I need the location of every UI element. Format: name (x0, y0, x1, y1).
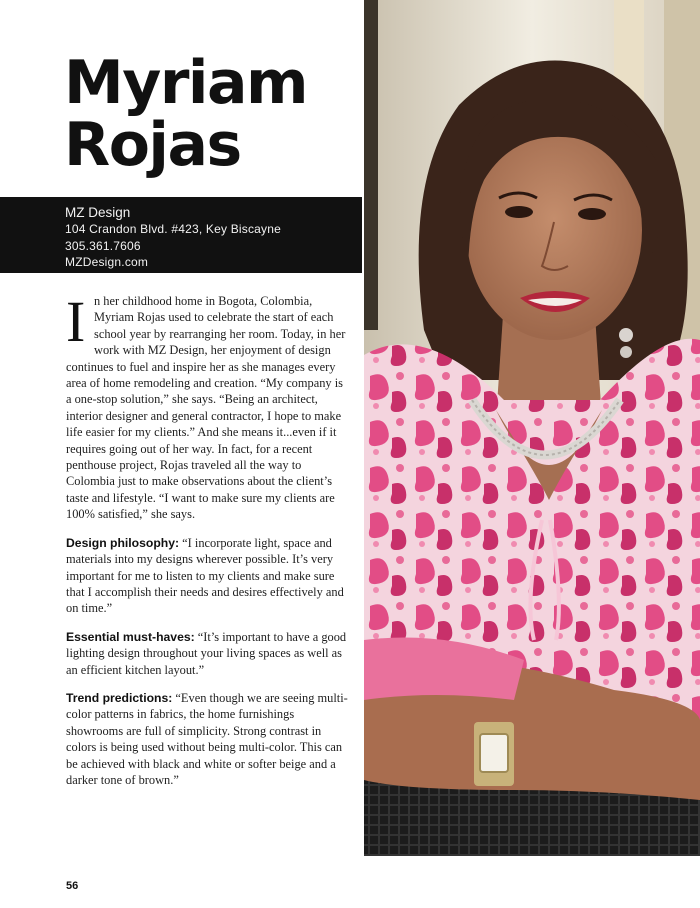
design-philosophy-label: Design philosophy: (66, 535, 180, 550)
intro-paragraph (66, 289, 348, 523)
website: MZDesign.com (65, 255, 149, 269)
title-last-name: Rojas (64, 110, 241, 180)
drop-cap: I (66, 289, 86, 354)
article-body (66, 289, 348, 788)
trend-predictions-section (66, 690, 348, 788)
page-number: 56 (66, 880, 79, 892)
address: 104 Crandon Blvd. #423, Key Biscayne (65, 222, 281, 236)
intro-text: n her childhood home in Bogota, Colombia, Myriam Rojas used to celebrate the start of each school year by rearranging her room. Today, in her work with MZ Design, her enjoyment of design continues to fuel and inspire her as she manages every area of home remodeling and creation. “My company is a one-stop solution,” she says. “Being an architect, interior designer and general contractor, I hope to make life easier for my clients.” And she means it...even if it requires going out of her way. In fact, for a recent penthouse project, Rojas traveled all the way to Colombia just to make observations about the client’s taste and lifestyle. “I want to make sure my clients are 100% satisfied,” she says. (66, 294, 346, 522)
contact-band (0, 197, 362, 273)
portrait-illustration (364, 0, 700, 856)
essential-must-haves-text: “It’s important to have a good lighting design throughout your living spaces as well as an efficient kitchen layout.” (66, 629, 347, 677)
essential-must-haves-label: Essential must-haves: (66, 629, 195, 644)
portrait-photo (364, 0, 700, 856)
essential-must-haves-section (66, 629, 348, 678)
design-philosophy-text: “I incorporate light, space and materials into my designs wherever possible. It’s very important for me to listen to my clients and make sure that I accomplish their needs and desires effectively and on time.” (66, 535, 344, 616)
trend-predictions-label: Trend predictions: (66, 690, 173, 705)
page-title (64, 48, 364, 180)
phone-number: 305.361.7606 (65, 238, 141, 253)
trend-predictions-text: “Even though we are seeing multi-color patterns in fabrics, the home furnishings showrooms are full of simplicity. Strong contrast in colors is being used without being multi-color. This can be achieved with black and white or softer beige and a darker tone of brown.” (66, 690, 348, 787)
company-name: MZ Design (65, 205, 131, 220)
title-first-name: Myriam (64, 48, 307, 118)
design-philosophy-section (66, 535, 348, 617)
